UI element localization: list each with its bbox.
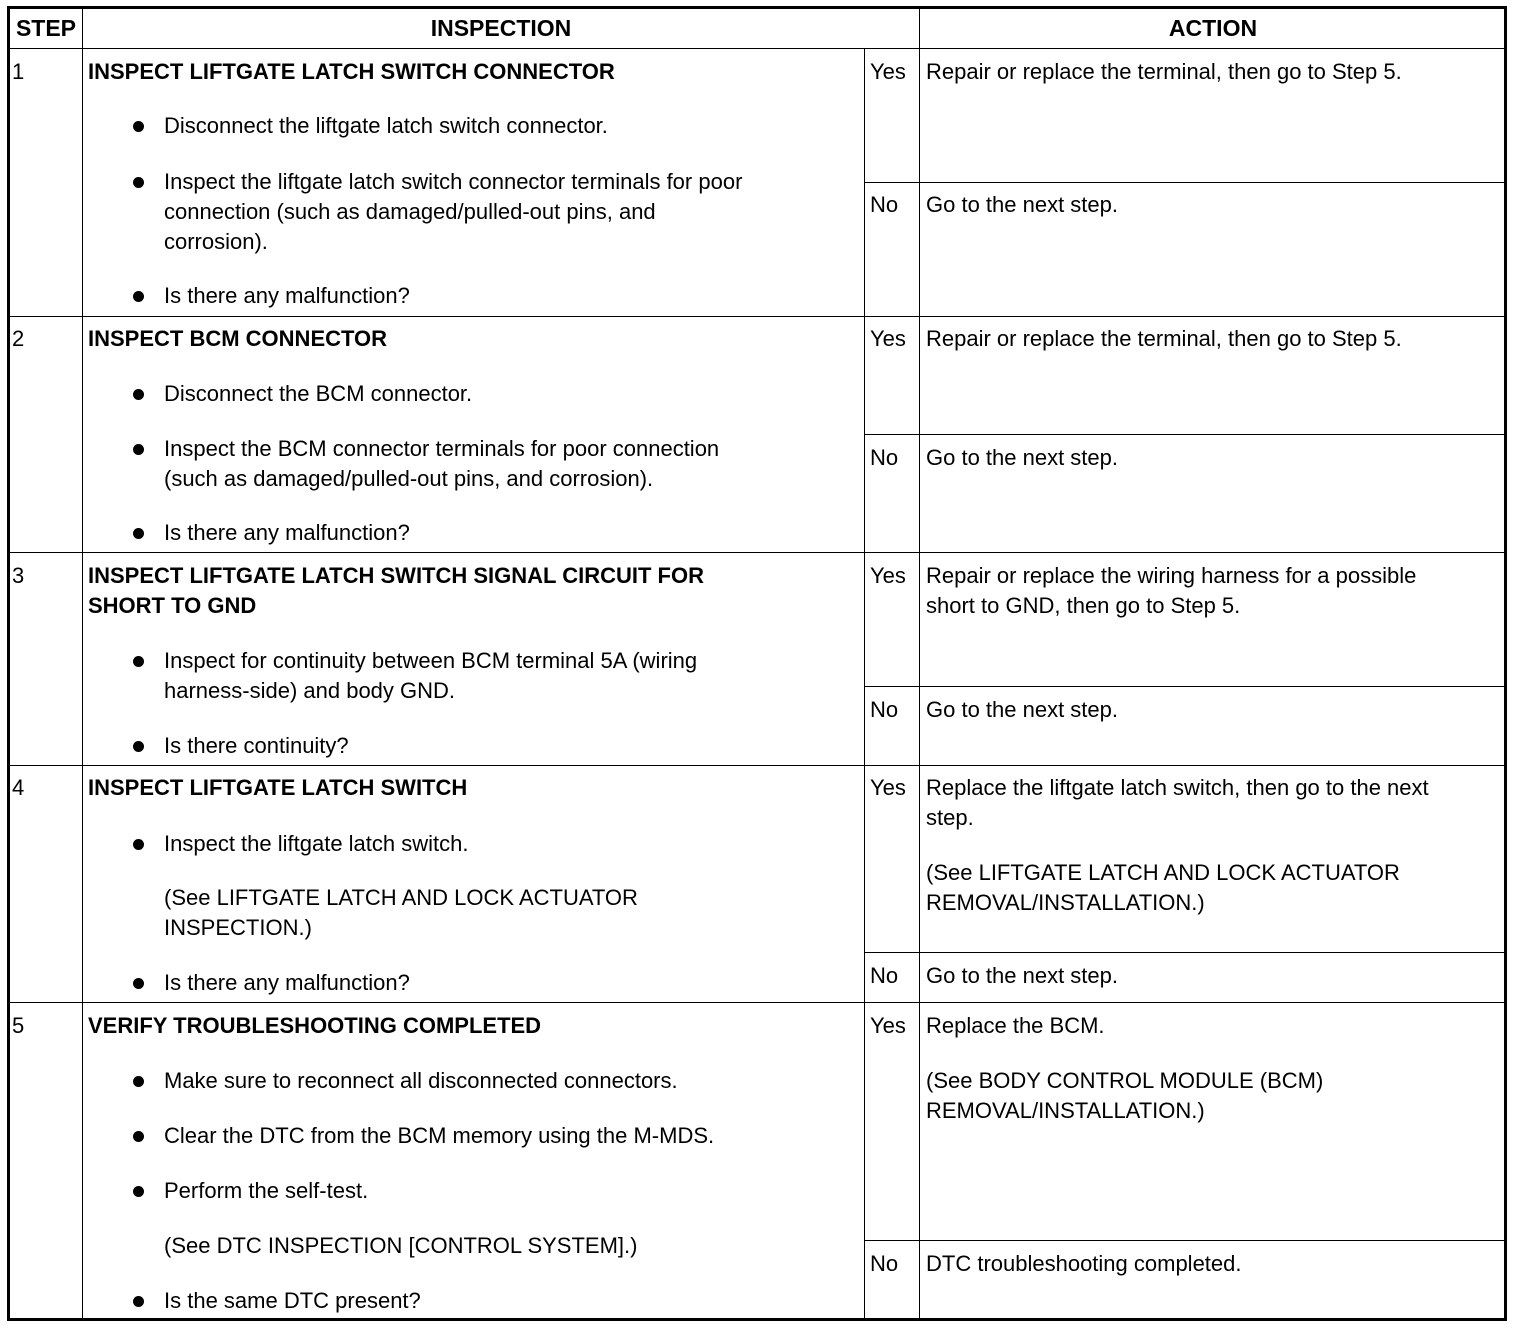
bullet-icon (133, 1186, 144, 1197)
yes-no-divider-1 (864, 182, 1506, 183)
inspection-item: Inspect the liftgate latch switch. (164, 831, 469, 856)
inspection-question: Is the same DTC present? (164, 1288, 421, 1313)
inspection-question: Is there any malfunction? (164, 970, 410, 995)
step-title: INSPECT LIFTGATE LATCH SWITCH SIGNAL CIRCUIT FOR (88, 563, 704, 588)
yes-action: Replace the liftgate latch switch, then go to the next (926, 775, 1429, 800)
header-action: ACTION (1168, 15, 1258, 41)
inspection-item: Inspect for continuity between BCM terminal 5A (wiring (164, 648, 698, 673)
step-title: INSPECT LIFTGATE LATCH SWITCH (88, 775, 468, 800)
step-number: 1 (12, 59, 25, 84)
yes-no-divider-2 (864, 434, 1506, 435)
inspection-item: Disconnect the liftgate latch switch connector. (164, 113, 608, 138)
header-divider (8, 48, 1506, 49)
col-divider-action (919, 7, 920, 1319)
step-number: 4 (12, 775, 25, 800)
no-label: No (870, 445, 899, 470)
col-divider-inspection (864, 48, 865, 1319)
yes-no-divider-5 (864, 1240, 1506, 1241)
bullet-icon (133, 741, 144, 752)
inspection-question: Is there any malfunction? (164, 283, 410, 308)
yes-action-reference: (See LIFTGATE LATCH AND LOCK ACTUATOR (926, 860, 1400, 885)
no-action: DTC troubleshooting completed. (926, 1251, 1242, 1276)
yes-action: Repair or replace the wiring harness for a possible (926, 563, 1417, 588)
yes-label: Yes (870, 326, 906, 351)
yes-action: Repair or replace the terminal, then go to Step 5. (926, 326, 1402, 351)
no-label: No (870, 192, 899, 217)
yes-label: Yes (870, 59, 906, 84)
inspection-item: Inspect the BCM connector terminals for poor connection (164, 436, 720, 461)
row-divider-2 (8, 552, 1506, 553)
inspection-reference-cont: INSPECTION.) (164, 915, 312, 940)
bullet-icon (133, 978, 144, 989)
step-number: 3 (12, 563, 25, 588)
yes-action: Repair or replace the terminal, then go to Step 5. (926, 59, 1402, 84)
header-inspection: INSPECTION (430, 15, 572, 41)
yes-action-cont: step. (926, 805, 974, 830)
bullet-icon (133, 121, 144, 132)
inspection-item-cont: corrosion). (164, 229, 268, 254)
bullet-icon (133, 389, 144, 400)
col-divider-step (82, 7, 83, 1319)
bullet-icon (133, 291, 144, 302)
bullet-icon (133, 839, 144, 850)
step-title: INSPECT LIFTGATE LATCH SWITCH CONNECTOR (88, 59, 615, 84)
step-title-cont: SHORT TO GND (88, 593, 257, 618)
inspection-item: Disconnect the BCM connector. (164, 381, 473, 406)
no-action: Go to the next step. (926, 445, 1119, 470)
row-divider-3 (8, 765, 1506, 766)
no-action: Go to the next step. (926, 192, 1119, 217)
yes-action-reference: (See BODY CONTROL MODULE (BCM) (926, 1068, 1324, 1093)
yes-action-reference-cont: REMOVAL/INSTALLATION.) (926, 1098, 1205, 1123)
inspection-item-cont: connection (such as damaged/pulled-out pins, and (164, 199, 656, 224)
bullet-icon (133, 528, 144, 539)
inspection-reference: (See LIFTGATE LATCH AND LOCK ACTUATOR (164, 885, 638, 910)
step-number: 5 (12, 1013, 25, 1038)
no-label: No (870, 697, 899, 722)
inspection-item: Make sure to reconnect all disconnected connectors. (164, 1068, 678, 1093)
no-action: Go to the next step. (926, 697, 1119, 722)
yes-label: Yes (870, 775, 906, 800)
yes-action-reference-cont: REMOVAL/INSTALLATION.) (926, 890, 1205, 915)
yes-no-divider-3 (864, 686, 1506, 687)
yes-label: Yes (870, 563, 906, 588)
no-action: Go to the next step. (926, 963, 1119, 988)
row-divider-1 (8, 316, 1506, 317)
yes-label: Yes (870, 1013, 906, 1038)
inspection-item-cont: (such as damaged/pulled-out pins, and corrosion). (164, 466, 654, 491)
yes-no-divider-4 (864, 952, 1506, 953)
bullet-icon (133, 177, 144, 188)
no-label: No (870, 1251, 899, 1276)
bullet-icon (133, 1076, 144, 1087)
yes-action-cont: short to GND, then go to Step 5. (926, 593, 1241, 618)
header-step: STEP (15, 15, 77, 41)
bullet-icon (133, 656, 144, 667)
inspection-reference: (See DTC INSPECTION [CONTROL SYSTEM].) (164, 1233, 638, 1258)
bullet-icon (133, 1131, 144, 1142)
inspection-question: Is there any malfunction? (164, 520, 410, 545)
inspection-item: Perform the self-test. (164, 1178, 369, 1203)
inspection-item: Inspect the liftgate latch switch connector terminals for poor (164, 169, 743, 194)
bullet-icon (133, 444, 144, 455)
step-title: VERIFY TROUBLESHOOTING COMPLETED (88, 1013, 542, 1038)
step-title: INSPECT BCM CONNECTOR (88, 326, 388, 351)
no-label: No (870, 963, 899, 988)
inspection-item: Clear the DTC from the BCM memory using the M-MDS. (164, 1123, 715, 1148)
inspection-item-cont: harness-side) and body GND. (164, 678, 456, 703)
yes-action: Replace the BCM. (926, 1013, 1105, 1038)
bullet-icon (133, 1296, 144, 1307)
inspection-question: Is there continuity? (164, 733, 349, 758)
step-number: 2 (12, 326, 25, 351)
row-divider-4 (8, 1002, 1506, 1003)
